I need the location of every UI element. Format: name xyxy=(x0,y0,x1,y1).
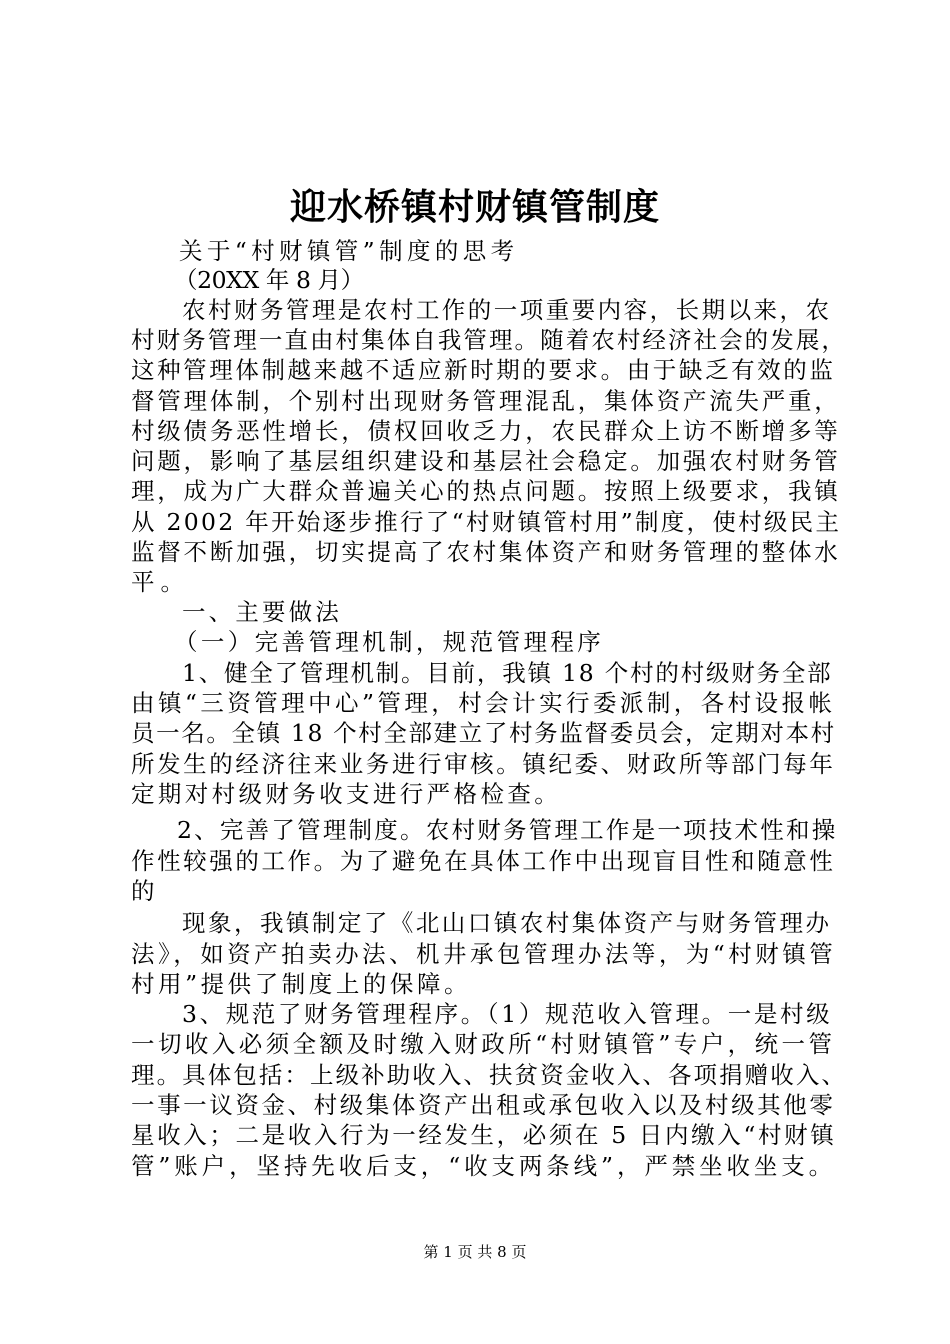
text-line: 一切收入必须全额及时缴入财政所“村财镇管”专户，统一管 xyxy=(131,1030,836,1058)
text-line: （20XX 年 8 月） xyxy=(174,266,364,294)
text-line: 法》，如资产拍卖办法、机井承包管理办法等，为“村财镇管 xyxy=(131,940,836,968)
text-line: 3、规范了财务管理程序。（1）规范收入管理。一是村级 xyxy=(182,1000,832,1028)
text-line: 关于“村财镇管”制度的思考 xyxy=(179,237,519,265)
text-line: 星收入；二是收入行为一经发生，必须在 5 日内缴入“村财镇 xyxy=(131,1121,836,1149)
text-line: 理。具体包括：上级补助收入、扶贫资金收入、各项捐赠收入、 xyxy=(131,1061,847,1089)
text-line: 村财务管理一直由村集体自我管理。随着农村经济社会的发展， xyxy=(131,326,847,354)
page-title: 迎水桥镇村财镇管制度 xyxy=(289,187,660,228)
text-line: 村用”提供了制度上的保障。 xyxy=(131,970,471,998)
text-line: 所发生的经济往来业务进行审核。镇纪委、财政所等部门每年 xyxy=(131,750,836,778)
text-line: 村级债务恶性增长，债权回收乏力，农民群众上访不断增多等 xyxy=(131,417,841,445)
subsection-heading: （一）完善管理机制，规范管理程序 xyxy=(174,628,604,656)
text-line: 监督不断加强，切实提高了农村集体资产和财务管理的整体水 xyxy=(131,538,841,566)
text-line: 一事一议资金、村级集体资产出租或承包收入以及村级其他零 xyxy=(131,1091,836,1119)
text-line: 农村财务管理是农村工作的一项重要内容，长期以来，农 xyxy=(182,296,832,324)
text-line: 问题，影响了基层组织建设和基层社会稳定。加强农村财务管 xyxy=(131,447,841,475)
text-line: 2、完善了管理制度。农村财务管理工作是一项技术性和操 xyxy=(177,816,837,844)
text-line: 由镇“三资管理中心”管理，村会计实行委派制，各村设报帐 xyxy=(131,689,836,717)
text-line: 这种管理体制越来越不适应新时期的要求。由于缺乏有效的监 xyxy=(131,356,836,384)
text-line: 1、健全了管理机制。目前，我镇 18 个村的村级财务全部 xyxy=(182,659,832,687)
text-line: 从 2002 年开始逐步推行了“村财镇管村用”制度，使村级民主 xyxy=(131,508,841,536)
text-line: 员一名。全镇 18 个村全部建立了村务监督委员会，定期对本村 xyxy=(131,719,836,747)
text-line: 督管理体制，个别村出现财务管理混乱，集体资产流失严重， xyxy=(131,387,841,415)
text-line: 定期对村级财务收支进行严格检查。 xyxy=(131,780,561,808)
page-number: 第 1 页 共 8 页 xyxy=(423,1243,527,1261)
text-line: 理，成为广大群众普遍关心的热点问题。按照上级要求，我镇 xyxy=(131,477,841,505)
text-line: 现象，我镇制定了《北山口镇农村集体资产与财务管理办 xyxy=(182,909,832,937)
text-line: 作性较强的工作。为了避免在具体工作中出现盲目性和随意性 xyxy=(131,847,836,875)
text-line: 管”账户，坚持先收后支，“收支两条线”，严禁坐收坐支。 xyxy=(131,1152,836,1180)
section-heading: 一、主要做法 xyxy=(182,598,342,626)
text-line: 平。 xyxy=(131,568,190,596)
text-line: 的 xyxy=(131,877,155,905)
